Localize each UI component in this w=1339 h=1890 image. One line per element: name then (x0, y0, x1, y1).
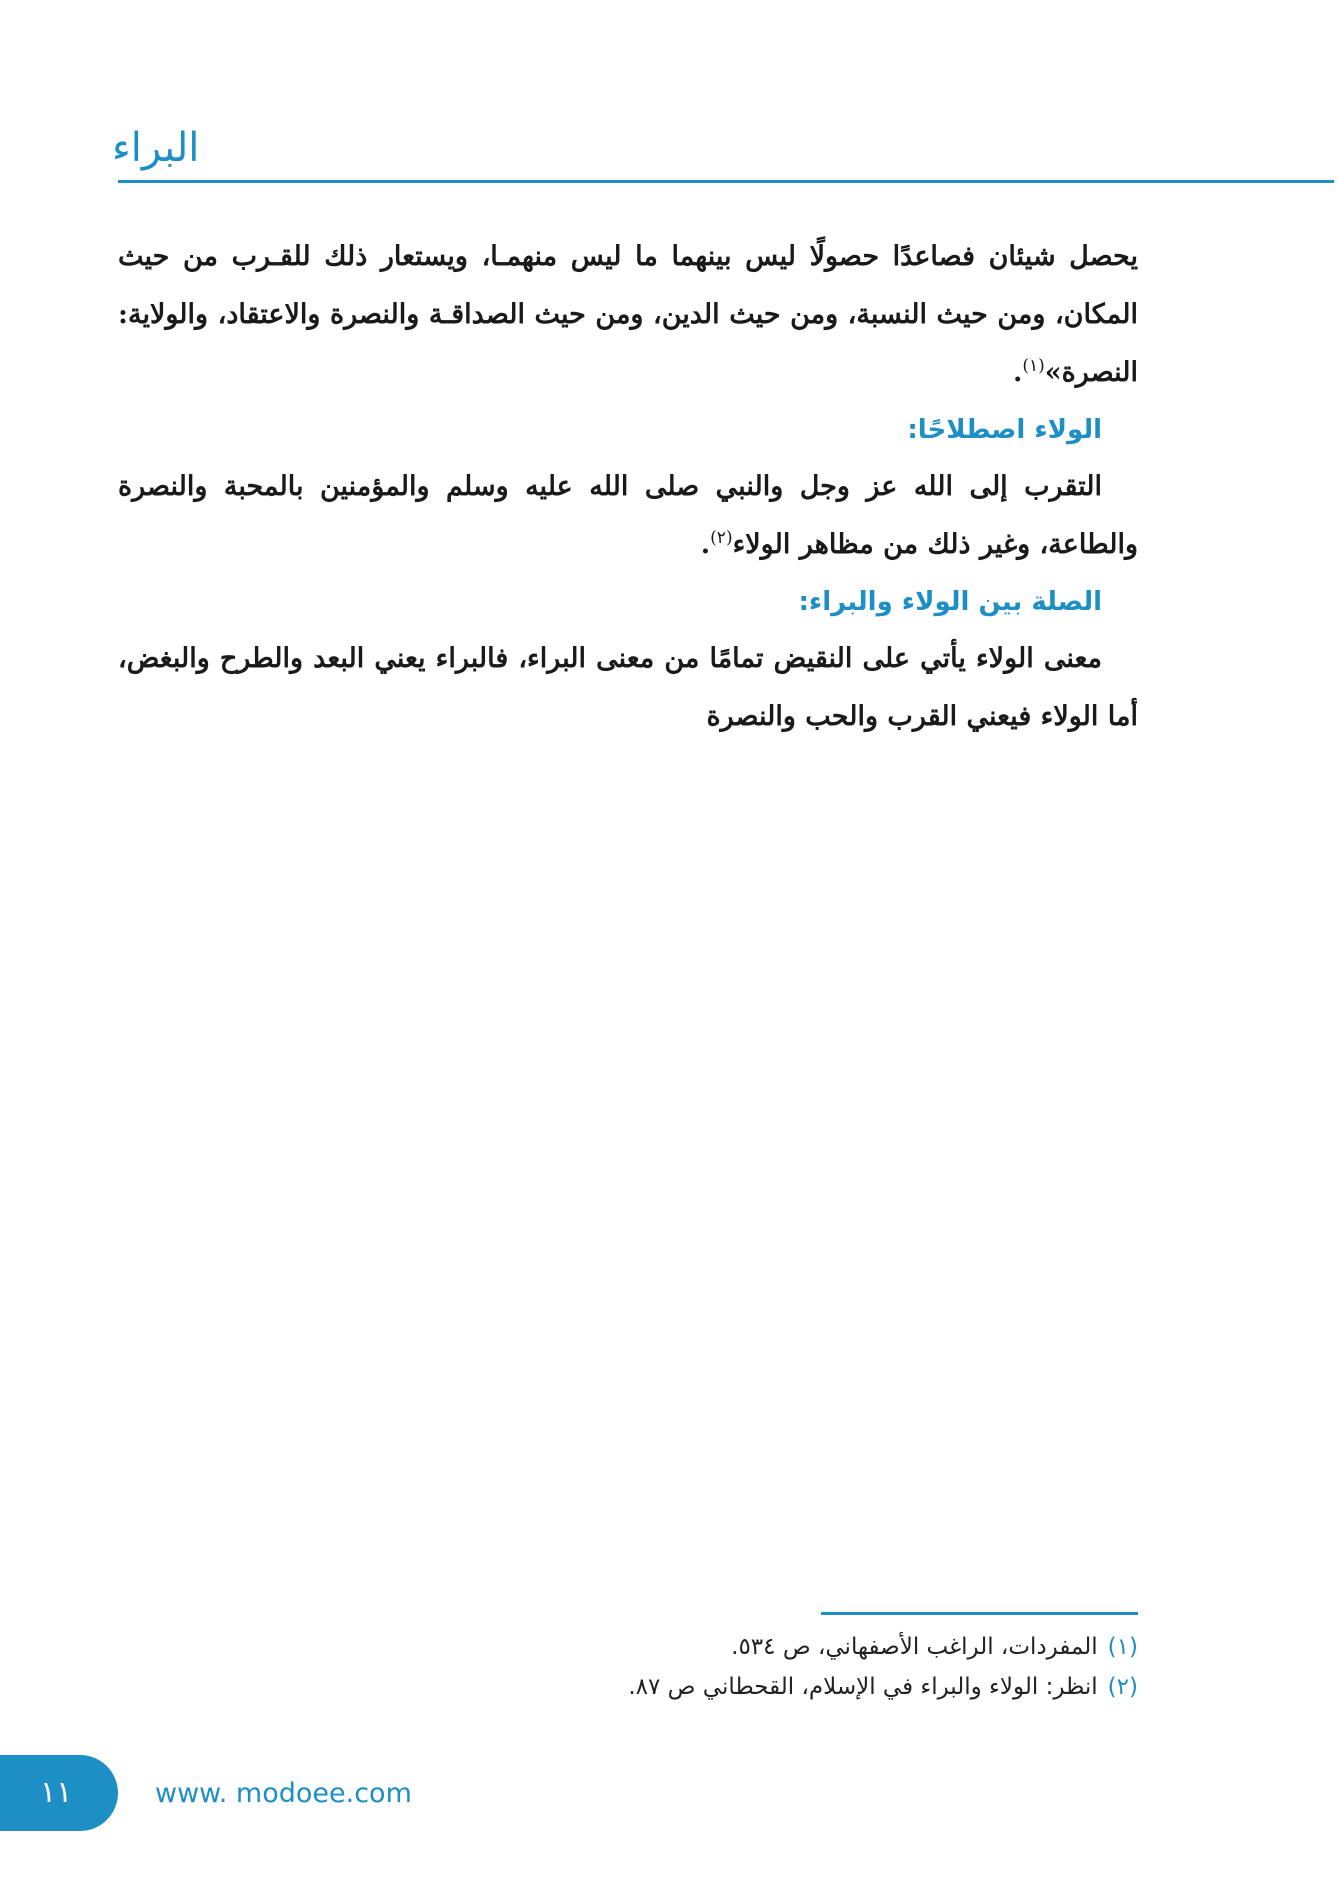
footnotes (560, 1612, 1138, 1707)
paragraph-text: معنى الولاء يأتي على النقيض تمامًا من معنى البراء، فالبراء يعني البعد والطرح والبغض، أما الولاء فيعني القرب والحب والنصرة (118, 643, 1138, 732)
footnote-ref-2[interactable]: (٢) (710, 528, 733, 548)
footnote-1 (560, 1627, 1138, 1667)
page-header (0, 0, 1339, 190)
running-title: البراء (112, 125, 200, 171)
footnote-marker: (١) (1107, 1634, 1138, 1660)
paragraph-end: . (1012, 357, 1023, 388)
footnote-text: المفردات، الراغب الأصفهاني، ص ٥٣٤. (731, 1634, 1098, 1660)
paragraph-text: التقرب إلى الله عز وجل والنبي صلى الله عليه وسلم والمؤمنين بالمحبة والنصرة والطاعة، وغير ذلك من مظاهر الولاء (118, 471, 1138, 560)
footnote-2 (560, 1667, 1138, 1707)
footnote-text: انظر: الولاء والبراء في الإسلام، القحطاني ص ٨٧. (628, 1674, 1098, 1700)
paragraph-text: يحصل شيئان فصاعدًا حصولًا ليس بينهما ما ليس منهمـا، ويستعار ذلك للقـرب من حيث المكان، ومن حيث النسبة، ومن حيث الدين، ومن حيث الصداقـة والنصرة والاعتقاد، والولاية: النصرة» (118, 241, 1138, 388)
main-text (118, 228, 1138, 746)
paragraph-end: . (700, 529, 711, 560)
footnote-marker: (٢) (1107, 1674, 1138, 1700)
page-footer (0, 1755, 1339, 1835)
section-heading-relation: الصلة بين الولاء والبراء: (798, 587, 1102, 617)
paragraph-relation (118, 630, 1138, 746)
footnote-list (560, 1627, 1138, 1707)
page-number-tab (0, 1755, 118, 1831)
footnote-divider (821, 1612, 1138, 1615)
footnote-ref-1[interactable]: (١) (1022, 356, 1045, 376)
paragraph-terminology (118, 458, 1138, 574)
page-number: ١١ (40, 1775, 73, 1810)
website-link[interactable]: www. modoee.com (155, 1778, 412, 1809)
header-divider (118, 180, 1334, 183)
paragraph-linguistic-definition (118, 228, 1138, 402)
section-heading-terminology: الولاء اصطلاحًا: (907, 415, 1102, 445)
